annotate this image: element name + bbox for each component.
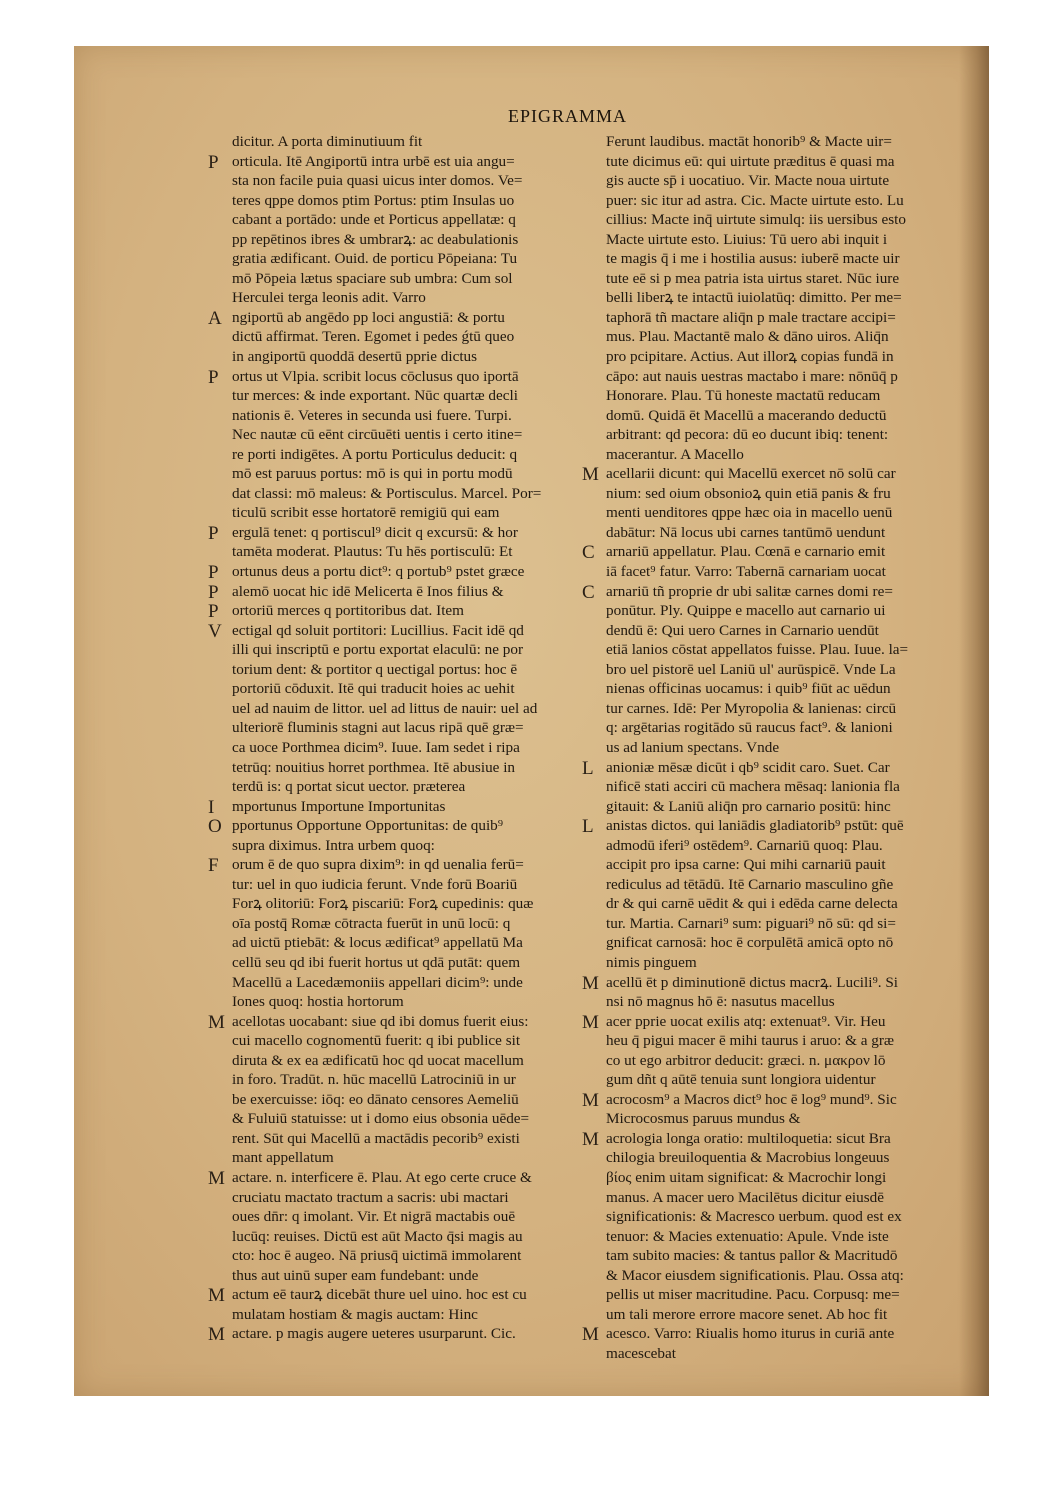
line-text: sta non facile puia quasi uicus inter domos. Ve= <box>232 172 523 190</box>
line-text: manus. A macer uero Macilētus dicitur eiusdē <box>606 1188 884 1206</box>
text-line <box>208 679 580 699</box>
line-text: heu q̄ pigui macer ē mihi taurus i aruo: & a græ <box>606 1032 895 1050</box>
line-text: portoriū cōduxit. Itē qui traducit hoies ac uehit <box>232 680 515 698</box>
line-text: arnariū tñ proprie dr ubi salitæ carnes domi re= <box>606 582 893 600</box>
text-line <box>208 1305 580 1325</box>
text-line <box>208 582 580 602</box>
initial-letter: C <box>582 542 595 564</box>
line-text: mō est paruus portus: mō is qui in portu modū <box>232 465 513 483</box>
line-text: Iones quoq: hostia hortorum <box>232 993 404 1011</box>
text-line <box>582 288 942 308</box>
line-text: tenuor: & Macies extenuatio: Apule. Vnde iste <box>606 1227 889 1245</box>
line-text: tur carnes. Idē: Per Myropolia & lanienas: circū <box>606 699 897 717</box>
line-text: nificē stati acciri cū machera mēsaq: lanionia fla <box>606 778 900 796</box>
text-line <box>582 718 942 738</box>
text-line <box>582 367 942 387</box>
initial-letter: O <box>208 816 222 838</box>
line-text: tur: uel in quo iudicia ferunt. Vnde forū Boariū <box>232 875 518 893</box>
text-line <box>208 1070 580 1090</box>
line-text: um tali merore errore macore senet. Ab hoc fit <box>606 1305 888 1323</box>
text-line <box>582 425 942 445</box>
line-text: actare. n. interficere ē. Plau. At ego certe cruce & <box>232 1168 532 1186</box>
initial-letter: P <box>208 601 219 623</box>
text-line <box>208 269 580 289</box>
text-line <box>582 1324 942 1344</box>
line-text: & Fuluiū statuisse: ut i domo eius obsonia uēde= <box>232 1110 530 1128</box>
line-text: actare. p magis augere ueteres usurparunt. Cic. <box>232 1325 516 1343</box>
line-text: admodū iferi⁹ ostēdem⁹. Carnariū quoq: Plau. <box>606 836 883 854</box>
text-line <box>208 1148 580 1168</box>
line-text: nium: sed oium obsonioꝝ quin etiā panis & fru <box>606 484 891 502</box>
text-line <box>582 777 942 797</box>
line-text: & Macor eiusdem significationis. Plau. Ossa atq: <box>606 1266 904 1284</box>
text-line <box>208 601 580 621</box>
line-text: arnariū appellatur. Plau. Cœnā e carnario emit <box>606 543 886 561</box>
text-line <box>582 1188 942 1208</box>
text-line <box>208 249 580 269</box>
text-line <box>208 152 580 172</box>
line-text: q: argētarias rogitādo sū raucus fact⁹. & lanioni <box>606 719 893 737</box>
line-text: anistas dictos. qui laniādis gladiatorib⁹ pstūt: quē <box>606 817 904 835</box>
text-line <box>208 621 580 641</box>
line-text: ad uictū ptiebāt: & locus ædificat⁹ appellatū Ma <box>232 934 523 952</box>
line-text: pp repētinos ibres & umbrarꝝ: ac deabulationis <box>232 230 519 248</box>
line-text: rent. Sūt qui Macellū a mactādis pecorib⁹ existi <box>232 1129 520 1147</box>
text-line <box>208 992 580 1012</box>
line-text: oues dn̄r: q imolant. Vir. Et nigrā mactabis ouē <box>232 1208 516 1226</box>
text-line <box>208 1324 580 1344</box>
line-text: dicitur. A porta diminutiuum fit <box>232 133 423 150</box>
text-line <box>208 1090 580 1110</box>
line-text: dr & qui carnē uēdit & qui i edēda carne delecta <box>606 895 898 913</box>
line-text: Microcosmus paruus mundus & <box>606 1110 801 1128</box>
line-text: dat classi: mō maleus: & Portisculus. Marcel. Por= <box>232 484 542 502</box>
initial-letter: A <box>208 307 222 329</box>
text-line <box>208 347 580 367</box>
text-line <box>582 406 942 426</box>
initial-letter: M <box>582 1089 599 1111</box>
text-line <box>582 132 942 152</box>
left-text-column <box>208 132 580 1344</box>
text-line <box>208 1227 580 1247</box>
line-text: uel ad nauim de littor. uel ad littus de nauir: uel ad <box>232 699 538 717</box>
line-text: terdū is: q portat sicut uector. præterea <box>232 778 466 796</box>
text-line <box>582 1012 942 1032</box>
text-line <box>582 973 942 993</box>
text-line <box>208 191 580 211</box>
line-text: nimis pinguem <box>606 953 697 971</box>
text-line <box>582 1109 942 1129</box>
initial-letter: C <box>582 581 595 603</box>
text-line <box>208 718 580 738</box>
line-text: ulteriorē fluminis stagni aut lacus ripā quē græ= <box>232 719 524 737</box>
line-text: ortunus deus a portu dict⁹: q portub⁹ pstet græce <box>232 563 525 581</box>
text-line <box>208 894 580 914</box>
line-text: βίος enim uitam significat: & Macrochir longi <box>606 1168 887 1186</box>
line-text: acrologia longa oratio: multiloquetia: sicut Bra <box>606 1129 891 1147</box>
line-text: pellis ut miser macritudine. Pacu. Corpusq: me= <box>606 1286 900 1304</box>
initial-letter: P <box>208 522 219 544</box>
line-text: rediculus ad tētādū. Itē Carnario masculino gñe <box>606 875 894 893</box>
line-text: dictū affirmat. Teren. Egomet i pedes ǵtū queo <box>232 328 515 346</box>
text-line <box>208 1012 580 1032</box>
line-text: mus. Plau. Mactantē malo & dāno uiros. Aliq̄n <box>606 328 889 346</box>
text-line <box>582 1285 942 1305</box>
line-text: ca uoce Porthmea dicim⁹. Iuue. Iam sedet i ripa <box>232 738 520 756</box>
text-line <box>208 836 580 856</box>
line-text: belli liberꝝ te intactū iuiolatūq: dimitto. Per me= <box>606 289 902 307</box>
line-text: mant appellatum <box>232 1149 334 1167</box>
line-text: cto: hoc ē augeo. Nā priusq̄ uictimā immolarent <box>232 1247 522 1265</box>
text-line <box>582 210 942 230</box>
line-text: iā facet⁹ fatur. Varro: Tabernā carnariam uocat <box>606 563 886 581</box>
text-line <box>208 484 580 504</box>
text-line <box>582 640 942 660</box>
line-text: tute eē si p mea patria ista uirtus staret. Nūc iure <box>606 269 900 287</box>
line-text: nienas officinas uocamus: i quib⁹ fiūt ac uēdun <box>606 680 891 698</box>
text-line <box>208 230 580 250</box>
text-line <box>208 875 580 895</box>
line-text: macerantur. A Macello <box>606 445 744 463</box>
text-line <box>582 1266 942 1286</box>
text-line <box>208 1285 580 1305</box>
text-line <box>582 152 942 172</box>
line-text: macescebat <box>606 1344 676 1362</box>
text-line <box>208 445 580 465</box>
text-line <box>582 914 942 934</box>
line-text: taphorā tñ mactare aliq̄n p male tractare accipi= <box>606 308 896 326</box>
line-text: alemō uocat hic idē Melicerta ē Inos filius & <box>232 582 504 600</box>
line-text: accipit pro ipsa carne: Qui mihi carnariū pauit <box>606 856 886 874</box>
line-text: domū. Quidā ēt Macellū a macerando deductū <box>606 406 887 424</box>
line-text: puer: sic itur ad astra. Cic. Macte uirtute esto. Lu <box>606 191 904 209</box>
line-text: teres qppe domos ptim Portus: ptim Insulas uo <box>232 191 515 209</box>
text-line <box>208 132 580 152</box>
text-line <box>208 777 580 797</box>
line-text: Macte uirtute esto. Liuius: Tū uero abi inquit i <box>606 230 888 248</box>
line-text: bro uel pistorē uel Laniū ul' aurūspicē. Vnde La <box>606 660 896 678</box>
line-text: gnificat carnosā: hoc ē corpulētā amicā opto nō <box>606 934 894 952</box>
initial-letter: M <box>582 1011 599 1033</box>
text-line <box>208 1051 580 1071</box>
line-text: pro pcipitare. Actius. Aut illorꝝ copias fundā in <box>606 348 894 366</box>
text-line <box>582 582 942 602</box>
line-text: supra diximus. Intra urbem quoq: <box>232 836 435 854</box>
text-line <box>208 660 580 680</box>
text-line <box>582 1090 942 1110</box>
line-text: ergulā tenet: q portiscul⁹ dicit q excursū: & hor <box>232 523 518 541</box>
initial-letter: L <box>582 757 594 779</box>
line-text: gitauit: & Laniū aliq̄n pro carnario positū: hinc <box>606 797 891 815</box>
line-text: mō Pōpeia lætus spaciare sub umbra: Cum sol <box>232 269 513 287</box>
initial-letter: M <box>582 1324 599 1346</box>
line-text: Macellū a Lacedæmoniis appellari dicim⁹: unde <box>232 973 523 991</box>
text-line <box>582 1148 942 1168</box>
text-line <box>582 601 942 621</box>
text-line <box>582 464 942 484</box>
line-text: chilogia breuiloquentia & Macrobius longeuus <box>606 1149 890 1167</box>
line-text: dendū ē: Qui uero Carnes in Carnario uendūt <box>606 621 879 639</box>
line-text: co ut ego arbitror deducit: græci. n. μακρον lō <box>606 1051 886 1069</box>
text-line <box>582 699 942 719</box>
text-line <box>208 1207 580 1227</box>
line-text: Forꝝ olitoriū: Forꝝ piscariū: Forꝝ cupedinis: quæ <box>232 895 534 913</box>
line-text: acellarii dicunt: qui Macellū exercet nō solū car <box>606 465 896 483</box>
line-text: orticula. Itē Angiportū intra urbē est uia angu= <box>232 152 515 170</box>
text-line <box>582 1305 942 1325</box>
text-line <box>208 933 580 953</box>
text-line <box>582 1070 942 1090</box>
line-text: ortoriū merces q portitoribus dat. Item <box>232 602 464 620</box>
line-text: actum eē taurꝝ dicebāt thure uel uino. hoc est cu <box>232 1286 527 1304</box>
line-text: in angiportū quoddā desertū pprie dictus <box>232 348 478 366</box>
line-text: diruta & ex ea ædificatū hoc qd uocat macellum <box>232 1051 524 1069</box>
line-text: dabātur: Nā locus ubi carnes tantūmō uendunt <box>606 523 886 541</box>
initial-letter: M <box>208 1167 225 1189</box>
running-header: EPIGRAMMA <box>508 106 628 126</box>
text-line <box>208 640 580 660</box>
line-text: nsi nō magnus hō ē: nasutus macellus <box>606 993 835 1011</box>
text-line <box>208 699 580 719</box>
line-text: cāpo: aut nauis uestras mactabo i mare: nōnūq̄ p <box>606 367 898 385</box>
text-line <box>208 425 580 445</box>
text-line <box>208 503 580 523</box>
initial-letter: M <box>208 1011 225 1033</box>
text-line <box>582 562 942 582</box>
line-text: cabant a portādo: unde et Porticus appellatæ: q <box>232 211 516 229</box>
text-line <box>208 542 580 562</box>
text-line <box>208 327 580 347</box>
line-text: be exercuisse: iōq: eo dānato censores Aemeliū <box>232 1090 519 1108</box>
line-text: mulatam hostiam & magis auctam: Hinc <box>232 1305 478 1323</box>
line-text: etiā lanios cōstat appellatos fuisse. Plau. Iuue. la= <box>606 641 909 659</box>
initial-letter: M <box>582 972 599 994</box>
text-line <box>582 933 942 953</box>
text-line <box>582 542 942 562</box>
line-text: cruciatu mactato tractum a sacris: ubi mactari <box>232 1188 509 1206</box>
line-text: ngiportū ab angēdo pp loci angustiā: & portu <box>232 308 505 326</box>
text-line <box>208 855 580 875</box>
line-text: cellū seu qd ibi fuerit hortus ut qdā putāt: quem <box>232 953 521 971</box>
text-line <box>582 621 942 641</box>
text-line <box>208 758 580 778</box>
initial-letter: P <box>208 366 219 388</box>
text-line <box>208 386 580 406</box>
text-line <box>208 1168 580 1188</box>
initial-letter: I <box>208 796 215 818</box>
text-line <box>208 523 580 543</box>
line-text: anioniæ mēsæ dicūt i qb⁹ scidit caro. Suet. Car <box>606 758 890 776</box>
text-line <box>208 1266 580 1286</box>
text-line <box>208 367 580 387</box>
line-text: tam subito macies: & tantus pallor & Macritudō <box>606 1247 898 1265</box>
text-line <box>582 758 942 778</box>
line-text: oīa postq̄ Romæ cōtracta fuerūt in unū locū: q <box>232 914 511 932</box>
line-text: ortus ut Vlpia. scribit locus cōclusus quo iportā <box>232 367 519 385</box>
text-line <box>582 953 942 973</box>
line-text: illi qui inscriptū e portu exportat elaculū: ne por <box>232 641 524 659</box>
text-line <box>582 347 942 367</box>
right-text-column <box>582 132 942 1363</box>
text-line <box>582 308 942 328</box>
line-text: tetrūq: nouitius horret porthmea. Itē abusiue in <box>232 758 516 776</box>
text-line <box>582 816 942 836</box>
text-line <box>582 894 942 914</box>
line-text: re porti indigētes. A portu Porticulus deducit: q <box>232 445 518 463</box>
line-text: Herculei terga leonis adit. Varro <box>232 289 426 307</box>
initial-letter: F <box>208 855 219 877</box>
line-text: Honorare. Plau. Tū honeste mactatū reducam <box>606 387 881 405</box>
line-text: Ferunt laudibus. mactāt honorib⁹ & Macte uir= <box>606 133 892 150</box>
text-line <box>582 855 942 875</box>
line-text: acer pprie uocat exilis atq: extenuat⁹. Vir. Heu <box>606 1012 886 1030</box>
text-line <box>582 171 942 191</box>
initial-letter: M <box>208 1285 225 1307</box>
line-text: acrocosm⁹ a Macros dict⁹ hoc ē log⁹ mund⁹. Sic <box>606 1090 897 1108</box>
text-line <box>582 1168 942 1188</box>
text-line <box>582 1129 942 1149</box>
text-line <box>208 914 580 934</box>
text-line <box>582 1227 942 1247</box>
text-line <box>208 816 580 836</box>
line-text: cillius: Macte inq̄ uirtute simulq: iis uersibus esto <box>606 211 906 229</box>
initial-letter: M <box>208 1324 225 1346</box>
text-line <box>582 679 942 699</box>
line-text: gum dñt q aūtē tenuia sunt longiora uidentur <box>606 1071 876 1089</box>
line-text: arbitrant: qd pecora: dū eo ducunt ibiq: tenent: <box>606 426 889 444</box>
line-text: us ad lanium spectans. Vnde <box>606 738 780 756</box>
text-line <box>582 660 942 680</box>
line-text: tute dicimus eū: qui uirtute præditus ē quasi ma <box>606 152 895 170</box>
text-line <box>208 1129 580 1149</box>
line-text: menti uenditores qppe hæc oia in macello uenū <box>606 504 893 522</box>
line-text: nationis ē. Veteres in secunda usi fuere. Turpi. <box>232 406 512 424</box>
text-line <box>582 797 942 817</box>
initial-letter: P <box>208 581 219 603</box>
text-line <box>582 1246 942 1266</box>
initial-letter: M <box>582 464 599 486</box>
text-line <box>208 1188 580 1208</box>
initial-letter: M <box>582 1128 599 1150</box>
line-text: ticulū scribit esse hortatorē remigiū qui eam <box>232 504 500 522</box>
text-line <box>582 738 942 758</box>
line-text: ponūtur. Ply. Quippe e macello aut carnario ui <box>606 602 886 620</box>
text-line <box>582 191 942 211</box>
text-line <box>582 875 942 895</box>
line-text: gis aucte sp̄ i uocatiuo. Vir. Macte noua uirtute <box>606 172 890 190</box>
text-line <box>582 484 942 504</box>
text-line <box>208 1031 580 1051</box>
line-text: mportunus Importune Importunitas <box>232 797 446 815</box>
text-line <box>582 1207 942 1227</box>
text-line <box>582 1344 942 1364</box>
text-line <box>582 836 942 856</box>
line-text: Nec nautæ cū eēnt circūuēti uentis i certo itine= <box>232 426 523 444</box>
line-text: thus aut uinū super eam fundebant: unde <box>232 1266 479 1284</box>
text-line <box>208 288 580 308</box>
text-line <box>582 269 942 289</box>
text-line <box>208 464 580 484</box>
line-text: pportunus Opportune Opportunitas: de quib⁹ <box>232 817 504 835</box>
line-text: torium dent: & portitor q uectigal portus: hoc ē <box>232 660 518 678</box>
text-line <box>208 308 580 328</box>
text-line <box>208 797 580 817</box>
line-text: orum ē de quo supra dixim⁹: in qd uenalia ferū= <box>232 856 524 874</box>
text-line <box>582 249 942 269</box>
initial-letter: L <box>582 816 594 838</box>
text-line <box>208 1246 580 1266</box>
text-line <box>582 503 942 523</box>
text-line <box>208 406 580 426</box>
line-text: tamēta moderat. Plautus: Tu hēs portisculū: Et <box>232 543 513 561</box>
line-text: acellotas uocabant: siue qd ibi domus fuerit eius: <box>232 1012 529 1030</box>
text-line <box>208 973 580 993</box>
line-text: te magis q̄ i me i hostilia ausus: iuberē macte uir <box>606 250 900 268</box>
line-text: tur merces: & inde exportant. Nūc quartæ decli <box>232 387 518 405</box>
text-line <box>582 523 942 543</box>
text-line <box>582 230 942 250</box>
page-gutter-shadow <box>959 46 989 1396</box>
text-line <box>208 210 580 230</box>
line-text: cui macello cognomentū fuerit: q ibi publice sit <box>232 1032 521 1050</box>
text-line <box>582 445 942 465</box>
initial-letter: V <box>208 620 222 642</box>
text-line <box>582 1031 942 1051</box>
text-line <box>208 1109 580 1129</box>
initial-letter: P <box>208 562 219 584</box>
initial-letter: P <box>208 151 219 173</box>
line-text: lucūq: reuises. Dictū est aūt Macto q̄si magis au <box>232 1227 523 1245</box>
text-line <box>208 562 580 582</box>
text-line <box>582 386 942 406</box>
line-text: significationis: & Macresco uerbum. quod est ex <box>606 1208 902 1226</box>
line-text: acellū ēt p diminutionē dictus macrꝝ. Lucili⁹. Si <box>606 973 899 991</box>
line-text: gratia ædificant. Ouid. de porticu Pōpeiana: Tu <box>232 250 518 268</box>
text-line <box>208 171 580 191</box>
text-line <box>208 953 580 973</box>
line-text: in foro. Tradūt. n. hūc macellū Latrociniū in ur <box>232 1071 516 1089</box>
text-line <box>582 992 942 1012</box>
line-text: tur. Martia. Carnari⁹ sum: piguari⁹ nō sū: qd si= <box>606 914 896 932</box>
text-line <box>208 738 580 758</box>
line-text: ectigal qd soluit portitori: Lucillius. Facit idē qd <box>232 621 524 639</box>
line-text: acesco. Varro: Riualis homo iturus in curiā ante <box>606 1325 895 1343</box>
text-line <box>582 327 942 347</box>
text-line <box>582 1051 942 1071</box>
